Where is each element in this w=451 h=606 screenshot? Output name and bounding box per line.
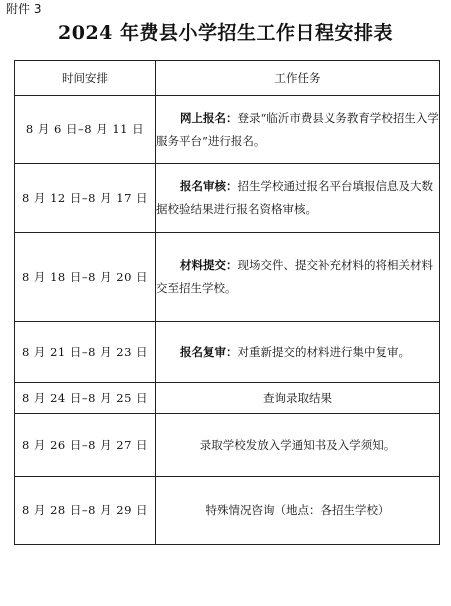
column-header-time: 时间安排 — [15, 61, 156, 96]
task-text: 对重新提交的材料进行集中复审。 — [237, 344, 410, 359]
row-time: 8 月 28 日–8 月 29 日 — [15, 477, 156, 545]
row-time: 8 月 21 日–8 月 23 日 — [15, 322, 156, 383]
row-task — [156, 414, 440, 477]
row-task — [156, 383, 440, 414]
row-task — [156, 477, 440, 545]
task-text: 特殊情况咨询（地点：各招生学校） — [205, 503, 390, 517]
table-row — [15, 96, 440, 164]
row-task — [156, 233, 440, 322]
table-row — [15, 233, 440, 322]
page-title: 2024 年费县小学招生工作日程安排表 — [58, 22, 393, 44]
task-text: 登录“临沂市费县义务教育学校招生入学服务平台”进行报名。 — [156, 110, 439, 148]
task-text: 查询录取结果 — [263, 390, 332, 405]
table-header-row — [15, 61, 440, 96]
task-title: 材料提交： — [180, 258, 238, 272]
attachment-label: 附件 3 — [6, 2, 42, 16]
row-time: 8 月 24 日–8 月 25 日 — [15, 383, 156, 414]
schedule-table — [14, 60, 440, 545]
column-header-task: 工作任务 — [156, 61, 440, 96]
table-row — [15, 322, 440, 383]
table-row — [15, 414, 440, 477]
task-title: 网上报名： — [180, 110, 238, 125]
row-time: 8 月 18 日–8 月 20 日 — [15, 233, 156, 322]
table-row — [15, 477, 440, 545]
task-text: 录取学校发放入学通知书及入学须知。 — [199, 437, 396, 452]
row-task — [156, 322, 440, 383]
table-row — [15, 164, 440, 233]
task-text: 现场交件、提交补充材料的将相关材料交至招生学校。 — [156, 258, 433, 295]
task-title: 报名复审： — [180, 344, 238, 359]
row-time: 8 月 12 日–8 月 17 日 — [15, 164, 156, 233]
table-row — [15, 383, 440, 414]
row-time: 8 月 6 日–8 月 11 日 — [15, 96, 156, 164]
task-text: 招生学校通过报名平台填报信息及大数据校验结果进行报名资格审核。 — [156, 179, 433, 216]
row-task — [156, 164, 440, 233]
row-task — [156, 96, 440, 164]
task-title: 报名审核： — [180, 179, 238, 193]
row-time: 8 月 26 日–8 月 27 日 — [15, 414, 156, 477]
